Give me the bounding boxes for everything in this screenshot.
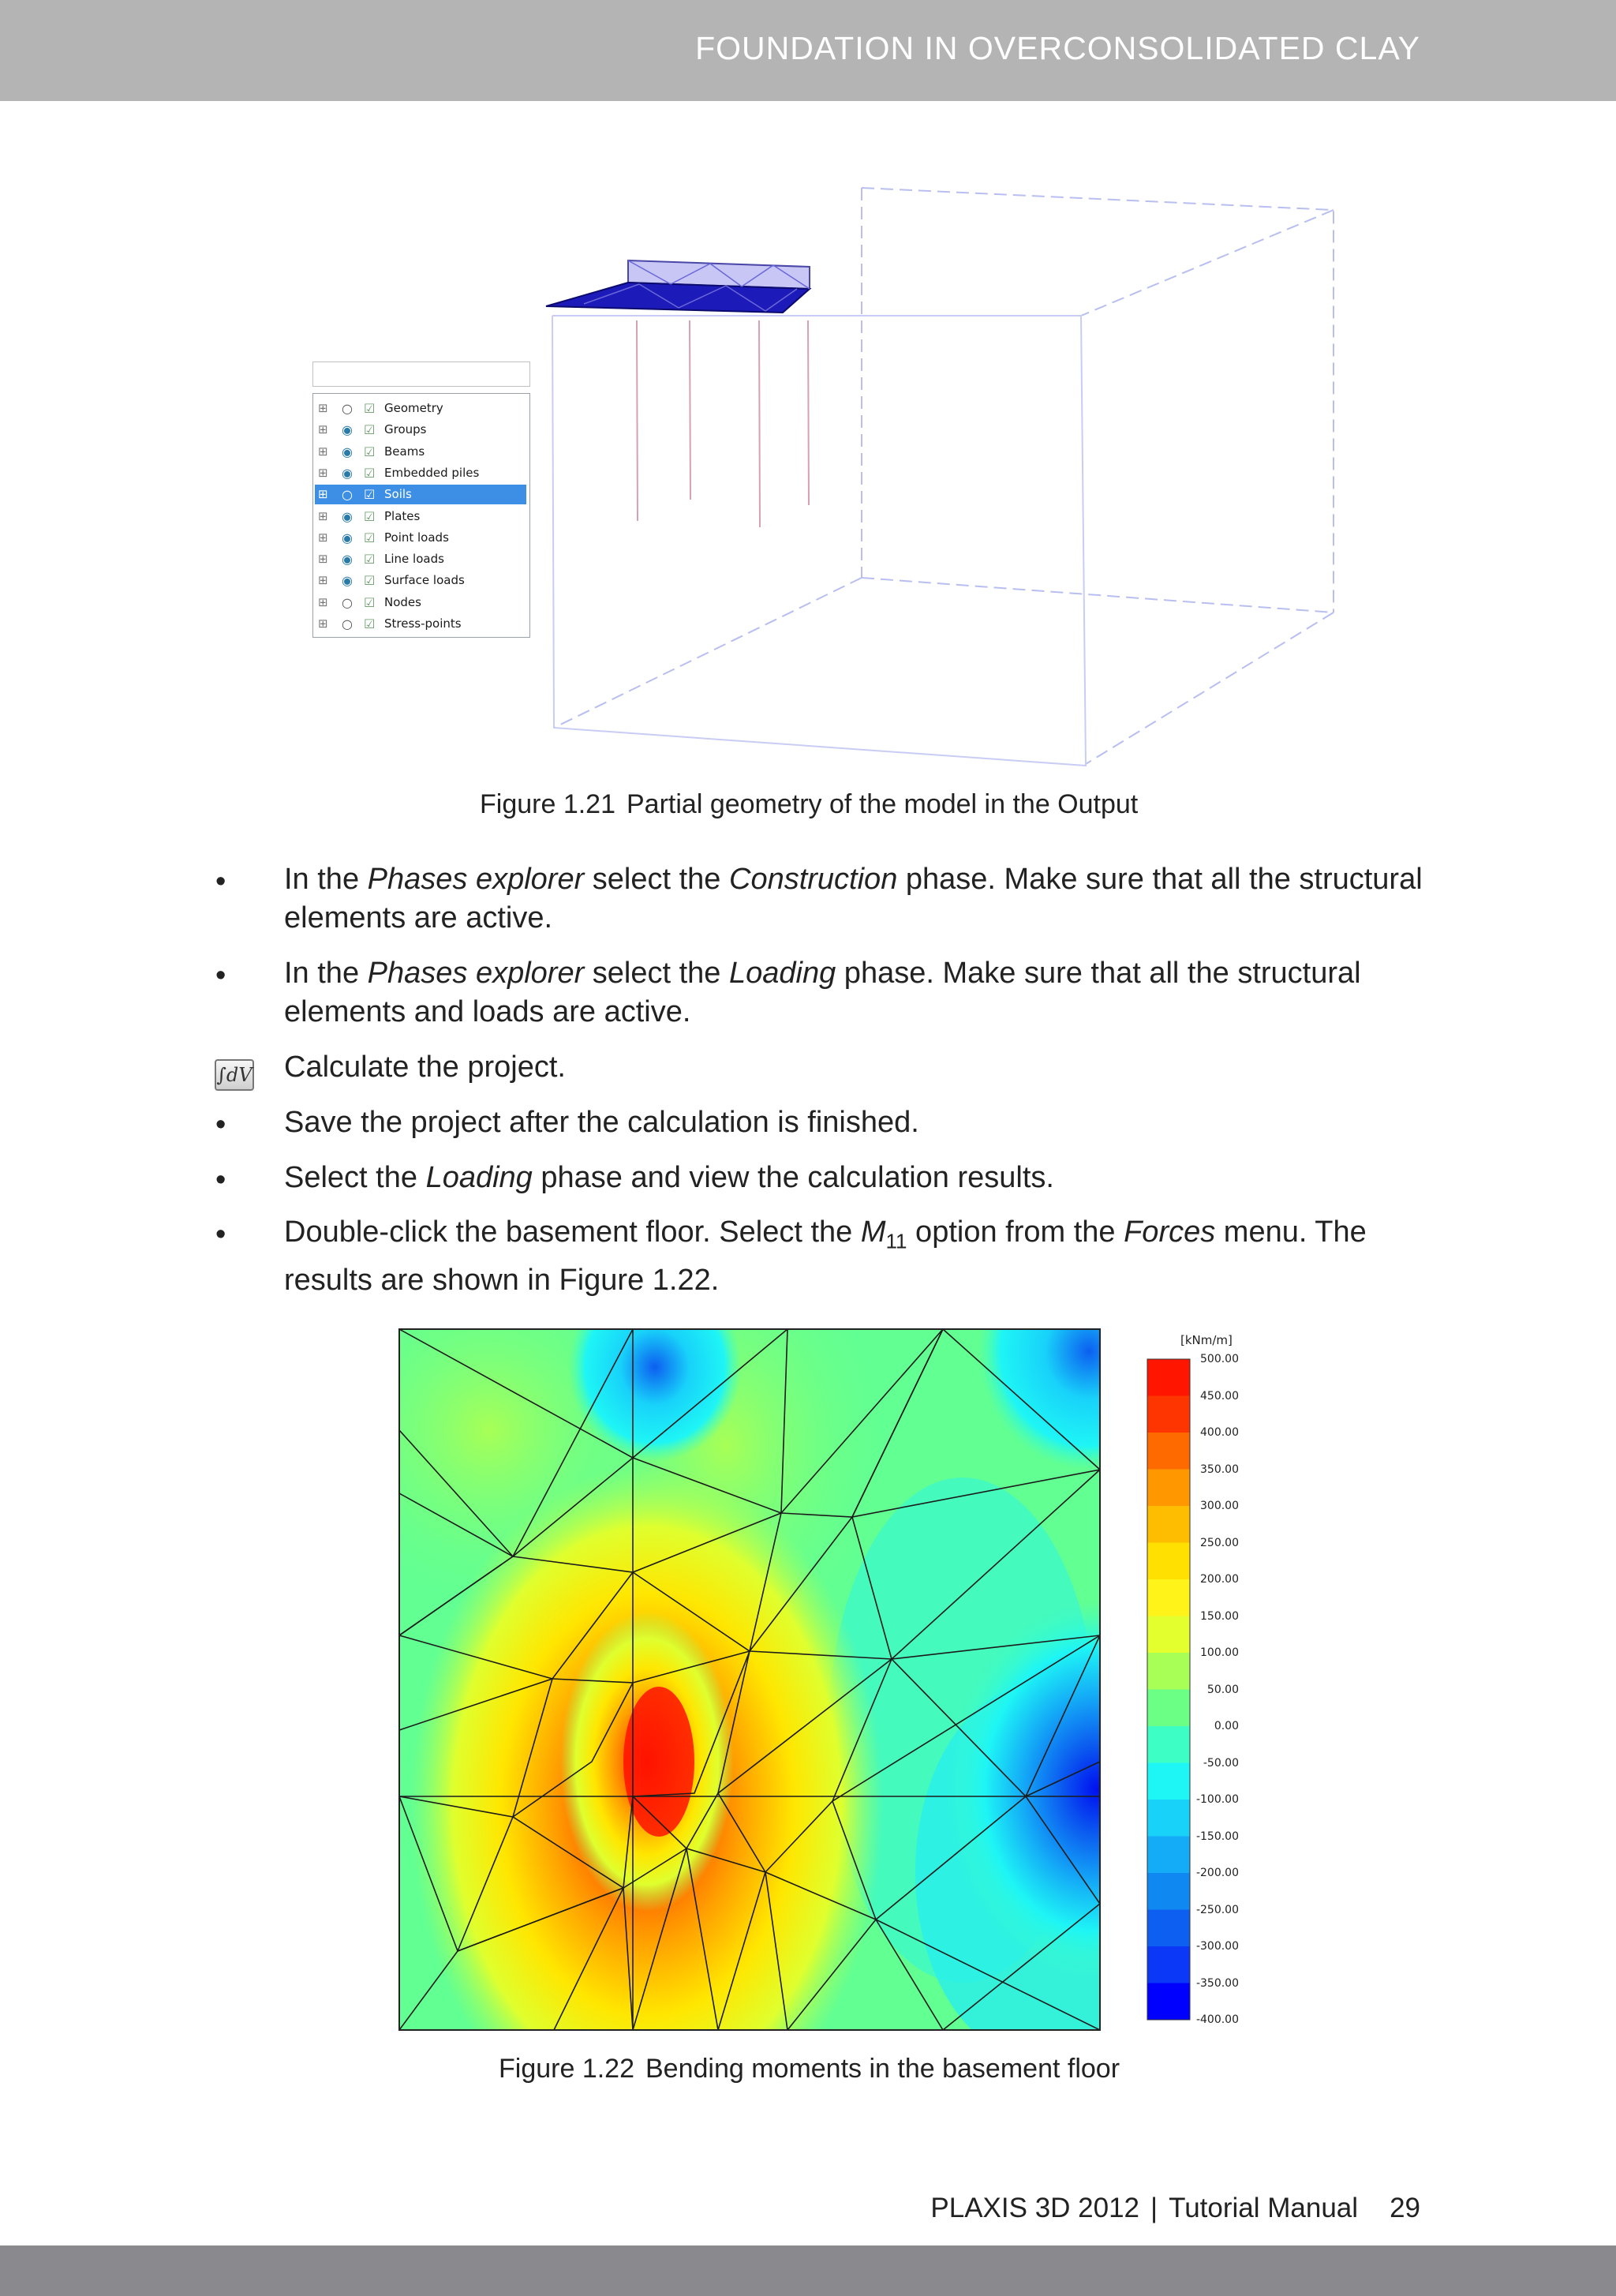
legend-value: 450.00 xyxy=(1200,1389,1239,1403)
checkbox-icon[interactable]: ☑ xyxy=(364,530,376,545)
eye-icon[interactable]: ◉ xyxy=(342,552,353,567)
tree-item-label: Plates xyxy=(384,508,421,523)
tree-item-label: Soils xyxy=(384,487,412,502)
legend-value: 300.00 xyxy=(1200,1500,1239,1512)
tree-item-label: Surface loads xyxy=(384,573,465,588)
footer-manual: Tutorial Manual xyxy=(1169,2193,1359,2223)
expand-icon[interactable]: ⊞ xyxy=(318,573,328,588)
tree-item-label: Point loads xyxy=(384,530,449,545)
expand-icon[interactable]: ⊞ xyxy=(318,422,328,437)
checkbox-icon[interactable]: ☑ xyxy=(364,444,376,459)
step-select-loading: In the Phases explorer select the Loading phase. Make sure that all the structural elements and loads are active. xyxy=(284,957,1361,1028)
foundation-slab xyxy=(546,260,810,313)
bullet-4: • xyxy=(215,1108,226,1141)
tree-item-label: Nodes xyxy=(384,594,421,609)
tree-item-label: Embedded piles xyxy=(384,465,480,480)
legend-value: -250.00 xyxy=(1195,1903,1239,1916)
hidden-eye-icon[interactable]: ○ xyxy=(342,401,353,416)
tree-item[interactable] xyxy=(315,549,526,569)
legend-value: 100.00 xyxy=(1200,1646,1239,1659)
tree-item-label: Line loads xyxy=(384,552,444,567)
legend-value: -50.00 xyxy=(1203,1756,1239,1770)
bullet-1: • xyxy=(215,865,226,898)
explorer-search-box[interactable] xyxy=(312,361,530,387)
tree-item-label: Stress-points xyxy=(384,616,462,631)
hidden-eye-icon[interactable]: ○ xyxy=(342,594,353,610)
expand-icon[interactable]: ⊞ xyxy=(318,594,328,609)
tree-item[interactable] xyxy=(315,614,526,634)
tree-item-label: Beams xyxy=(384,444,425,459)
header-band xyxy=(0,0,1616,101)
expand-icon[interactable]: ⊞ xyxy=(318,508,328,523)
step-view-results: Select the Loading phase and view the calculation results. xyxy=(284,1161,1054,1194)
model-front-face xyxy=(552,316,1086,766)
checkbox-icon[interactable]: ☑ xyxy=(364,487,376,503)
tree-item[interactable] xyxy=(315,485,526,504)
checkbox-icon[interactable]: ☑ xyxy=(364,401,376,416)
legend-value: 350.00 xyxy=(1200,1463,1239,1476)
bullet-6: • xyxy=(215,1218,226,1251)
step-select-construction: In the Phases explorer select the Construction phase. Make sure that all the structural elements are active. xyxy=(284,863,1423,935)
legend-value: 250.00 xyxy=(1200,1536,1239,1549)
hidden-eye-icon[interactable]: ○ xyxy=(342,616,353,631)
expand-icon[interactable]: ⊞ xyxy=(318,552,328,567)
tree-item[interactable] xyxy=(315,442,526,462)
legend-value: -100.00 xyxy=(1195,1793,1239,1806)
explorer-tree xyxy=(312,393,530,638)
footer-separator: | xyxy=(1150,2193,1158,2223)
tree-item[interactable] xyxy=(315,507,526,526)
footer-band xyxy=(0,2245,1616,2296)
hidden-eye-icon[interactable]: ○ xyxy=(342,487,353,503)
figure-bending-moment-plot xyxy=(395,1320,1262,2046)
legend-value: 0.00 xyxy=(1214,1720,1239,1732)
expand-icon[interactable]: ⊞ xyxy=(318,401,328,415)
tree-item[interactable] xyxy=(315,528,526,548)
eye-icon[interactable]: ◉ xyxy=(342,422,353,438)
eye-icon[interactable]: ◉ xyxy=(342,573,353,589)
expand-icon[interactable]: ⊞ xyxy=(318,487,328,502)
checkbox-icon[interactable]: ☑ xyxy=(364,552,376,567)
legend-value: -150.00 xyxy=(1195,1830,1239,1843)
step-select-m11: Double-click the basement floor. Select the $M_{11}$ option from the Forces menu. The results are shown in Figure 1.22. xyxy=(284,1215,1367,1297)
checkbox-icon[interactable]: ☑ xyxy=(364,422,376,438)
tree-item-label: Geometry xyxy=(384,401,443,415)
expand-icon[interactable]: ⊞ xyxy=(318,444,328,459)
legend-value: -350.00 xyxy=(1195,1976,1239,1990)
legend-value: -400.00 xyxy=(1195,2013,1239,2026)
legend-value: 200.00 xyxy=(1200,1573,1239,1586)
tree-item[interactable] xyxy=(315,463,526,483)
footer-product: PLAXIS 3D 2012 xyxy=(930,2193,1140,2223)
checkbox-icon[interactable]: ☑ xyxy=(364,594,376,610)
model-explorer-panel xyxy=(312,361,530,638)
contour-field xyxy=(395,1320,1247,2046)
tree-item[interactable] xyxy=(315,399,526,418)
checkbox-icon[interactable]: ☑ xyxy=(364,573,376,589)
tree-item[interactable] xyxy=(315,571,526,590)
tree-item[interactable] xyxy=(315,420,526,440)
legend-value: 50.00 xyxy=(1206,1683,1239,1696)
eye-icon[interactable]: ◉ xyxy=(342,444,353,459)
figure-1-22-caption: Figure 1.22 Bending moments in the basement floor xyxy=(499,2054,1120,2084)
legend-value: -200.00 xyxy=(1195,1867,1239,1879)
eye-icon[interactable]: ◉ xyxy=(342,465,353,481)
expand-icon[interactable]: ⊞ xyxy=(318,616,328,631)
embedded-piles xyxy=(637,320,809,527)
step-calculate: Calculate the project. xyxy=(284,1051,566,1084)
expand-icon[interactable]: ⊞ xyxy=(318,530,328,545)
checkbox-icon[interactable]: ☑ xyxy=(364,508,376,524)
bullet-2: • xyxy=(215,959,226,992)
eye-icon[interactable]: ◉ xyxy=(342,508,353,524)
bullet-5: • xyxy=(215,1163,226,1197)
legend-value: 400.00 xyxy=(1200,1426,1239,1439)
figure-1-21-caption: Figure 1.21 Partial geometry of the model in the Output xyxy=(480,789,1139,819)
running-footer xyxy=(930,2193,1420,2224)
calculate-icon: ∫dV xyxy=(215,1059,254,1091)
legend-unit: [kNm/m] xyxy=(1180,1333,1233,1347)
tree-item-label: Groups xyxy=(384,422,427,437)
eye-icon[interactable]: ◉ xyxy=(342,530,353,545)
legend-value: -300.00 xyxy=(1195,1940,1239,1953)
expand-icon[interactable]: ⊞ xyxy=(318,465,328,480)
checkbox-icon[interactable]: ☑ xyxy=(364,616,376,631)
step-save-project: Save the project after the calculation is finished. xyxy=(284,1106,919,1139)
running-header-title: FOUNDATION IN OVERCONSOLIDATED CLAY xyxy=(695,30,1420,66)
tree-item[interactable] xyxy=(315,593,526,612)
page-number: 29 xyxy=(1390,2193,1420,2223)
legend-value: 500.00 xyxy=(1200,1353,1239,1365)
legend-value: 150.00 xyxy=(1200,1609,1239,1623)
checkbox-icon[interactable]: ☑ xyxy=(364,465,376,481)
